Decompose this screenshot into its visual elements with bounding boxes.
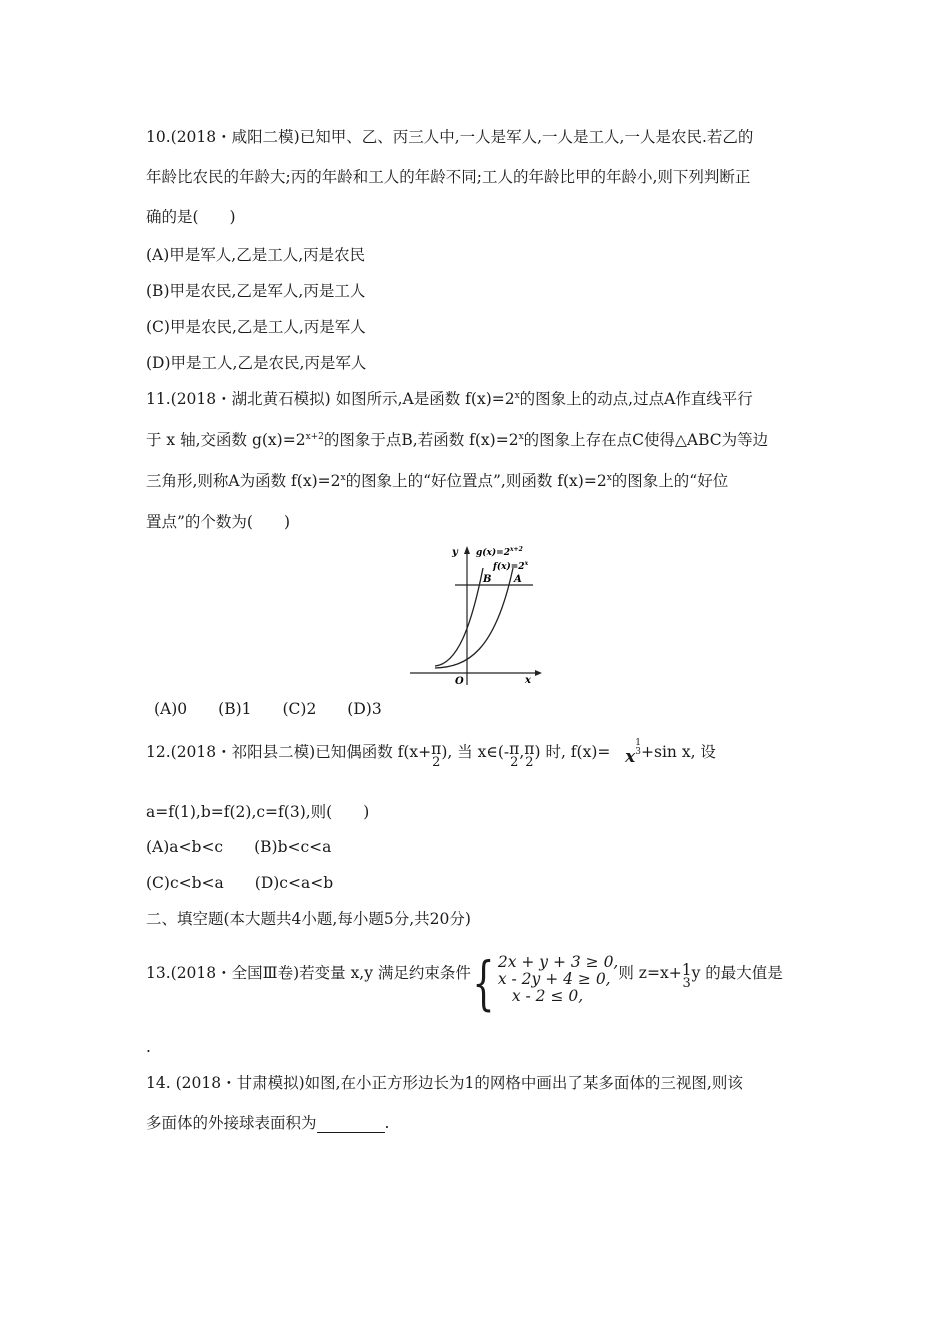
q10-option-c: (C)甲是农民,乙是工人,丙是军人	[146, 318, 366, 336]
q14-line-1: 14. (2018・甘肃模拟)如图,在小正方形边长为1的网格中画出了某多面体的三视图,则该	[146, 1074, 743, 1092]
frac-one-third: 1 3	[681, 961, 692, 991]
q10-option-b: (B)甲是农民,乙是军人,丙是工人	[146, 282, 366, 300]
g-curve	[435, 568, 483, 666]
constraint-2: x - 2y + 4 ≥ 0,	[497, 970, 611, 988]
q11-line-3: 三角形,则称A为函数 $f(x)=2^x$的图象上的“好位置点”,则函数 $f(x)=2^x$的图象上的“好位	[146, 472, 729, 490]
q11-options: (A)0 (B)1 (C)2 (D)3	[154, 700, 382, 718]
q13-line-1: 13.(2018・全国Ⅲ卷)若变量 x,y 满足约束条件{ 2x + y + 3 ≥ 0, x - 2y + 4 ≥ 0, x - 2 ≤ 0, 则 z=x+ 1 3 y 的最大值是	[146, 949, 783, 1017]
frac-pi-over-2-pos: π 2	[524, 740, 535, 770]
q10-line-2: 年龄比农民的年龄大;丙的年龄和工人的年龄不同;工人的年龄比甲的年龄小,则下列判断正	[146, 168, 751, 186]
q10-line-1: 10.(2018・咸阳二模)已知甲、乙、丙三人中,一人是军人,一人是工人,一人是农民.若乙的	[146, 128, 754, 146]
q12-options-ab: (A)a<b<c (B)b<c<a	[146, 838, 332, 856]
q10-line-3: 确的是( )	[146, 208, 236, 226]
q12-line-1: 12.(2018・祁阳县二模)已知偶函数 f(x+ π 2 ), 当 x∈(- π 2 , π 2 ) 时, f(x)= x 1 3 +sin x, 设	[146, 738, 716, 770]
point-a-label: A	[514, 574, 522, 585]
q10-option-a: (A)甲是军人,乙是工人,丙是农民	[146, 246, 366, 264]
f-curve	[435, 568, 513, 668]
constraint-brace: {	[472, 949, 495, 1017]
y-axis-arrow	[464, 546, 470, 554]
x-axis-arrow	[535, 670, 542, 676]
frac-pi-over-2: π 2	[431, 740, 442, 770]
point-b-label: B	[483, 574, 492, 585]
constraint-system	[498, 954, 619, 1005]
q14-line-2: 多面体的外接球表面积为 .	[146, 1114, 390, 1132]
q12-options-cd: (C)c<b<a (D)c<a<b	[146, 874, 334, 892]
x-axis-label: x	[525, 675, 531, 686]
g-label: $g(x)=2^{x+2}$	[476, 546, 523, 558]
q10-option-d: (D)甲是工人,乙是农民,丙是军人	[146, 354, 367, 372]
y-axis-label: y	[452, 547, 458, 558]
answer-blank[interactable]	[317, 1116, 385, 1133]
constraint-1: 2x + y + 3 ≥ 0,	[497, 953, 619, 971]
q11-line-2: 于 x 轴,交函数 $g(x)=2^{x+2}$的图象于点B,若函数 $f(x)=2^x$的图象上存在点C使得△ABC为等边	[146, 431, 769, 449]
section-2-heading: 二、填空题(本大题共4小题,每小题5分,共20分)	[146, 910, 471, 928]
q11-line-1: 11.(2018・湖北黄石模拟) 如图所示,A是函数 $f(x)=2^x$的图象上的动点,过点A作直线平行	[146, 390, 753, 408]
q12-line-2: a=f(1),b=f(2),c=f(3),则( )	[146, 803, 370, 821]
constraint-3: x - 2 ≤ 0,	[511, 987, 584, 1005]
frac-pi-over-2-neg: π 2	[509, 740, 520, 770]
q11-function-graph	[405, 540, 555, 690]
q11-line-4: 置点”的个数为( )	[146, 513, 291, 531]
f-label: $f(x)=2^x$	[493, 560, 529, 572]
origin-label: O	[455, 676, 464, 687]
q13-answer-period: .	[146, 1038, 151, 1056]
